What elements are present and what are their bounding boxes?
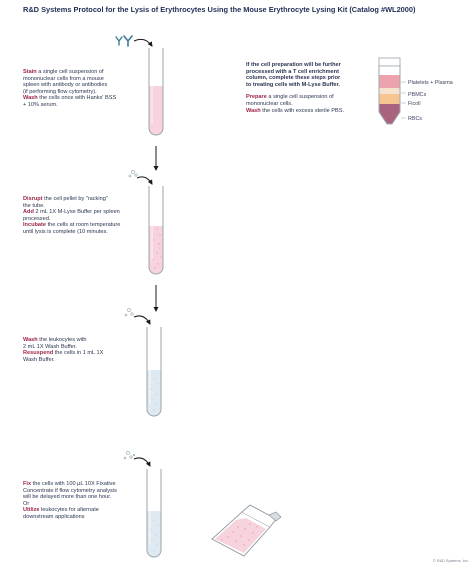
step-line: the tube. (23, 202, 45, 209)
step-line: Incubate the cells at room temperature (23, 222, 121, 229)
label-platelets-plasma: Platelets + Plasma (408, 80, 453, 86)
test-tube-4 (147, 469, 161, 557)
antibody-icon (116, 36, 132, 46)
arrow-curved (137, 177, 152, 184)
arrow-curved (134, 458, 150, 466)
arrow-curved (134, 39, 152, 46)
copyright: © R&D Systems, Inc. (433, 559, 469, 563)
note-line: to treating cells with M-Lyse Buffer. (246, 81, 340, 88)
step-line: (if performing flow cytometry). (23, 88, 97, 95)
step-line: Add 2 mL 1X M-Lyse Buffer per spleen (23, 209, 120, 216)
step-line: Or (23, 500, 30, 507)
step-line: processed. (23, 215, 51, 222)
note-line: Prepare a single cell suspension of (246, 94, 334, 101)
test-tube-3 (147, 327, 161, 416)
step-line: spleen with antibody or antibodies (23, 82, 108, 89)
label-pbmcs: PBMCs (408, 92, 427, 98)
note-line: column, complete these steps prior (246, 75, 341, 82)
step-line: 2 mL 1X Wash Buffer. (23, 343, 77, 350)
bubbles-icon (129, 170, 137, 177)
arrow-curved (134, 316, 150, 324)
note-line: If the cell preparation will be further (246, 62, 341, 68)
bubbles-icon (124, 451, 135, 459)
label-rbcs: RBCs (408, 116, 423, 122)
note-line: Wash the cells with excess sterile PBS. (246, 107, 345, 114)
test-tube-2 (149, 186, 163, 274)
test-tube-1 (149, 48, 163, 135)
step-line: Concentrate if flow cytometry analysis (23, 487, 117, 494)
step-line: until lysis is complete (10 minutes. (23, 228, 108, 235)
step-line: + 10% serum. (23, 101, 58, 108)
step-line: mononuclear cells from a mouse (23, 75, 104, 82)
step-line: downstream applications (23, 513, 85, 520)
step-line: Resuspend the cells in 1 mL 1X (23, 350, 104, 357)
ficoll-gradient-tube (379, 58, 406, 124)
note-line: processed with a T cell enrichment (246, 68, 339, 75)
culture-flask-icon (212, 505, 281, 556)
page-title: R&D Systems Protocol for the Lysis of Erythrocytes Using the Mouse Erythrocyte Lysing Kit (Catalog #WL2000) (23, 5, 416, 14)
step-line: Stain a single cell suspension of (23, 69, 104, 75)
step-line: Wash the leukocytes with (23, 337, 87, 343)
bubbles-icon (125, 308, 133, 316)
step-line: Wash Buffer. (23, 356, 55, 363)
step-line: Wash the cells once with Hanks' BSS (23, 95, 117, 102)
step-line: Utilize leukocytes for alternate (23, 507, 99, 514)
step-line: will be delayed more than one hour. (23, 494, 112, 501)
step-line: Fix the cells with 100 µL 10X Fixative (23, 481, 116, 487)
note-line: mononuclear cells. (246, 100, 293, 107)
label-ficoll: Ficoll (408, 101, 421, 107)
step-line: Disrupt the cell pellet by "racking" (23, 196, 108, 202)
